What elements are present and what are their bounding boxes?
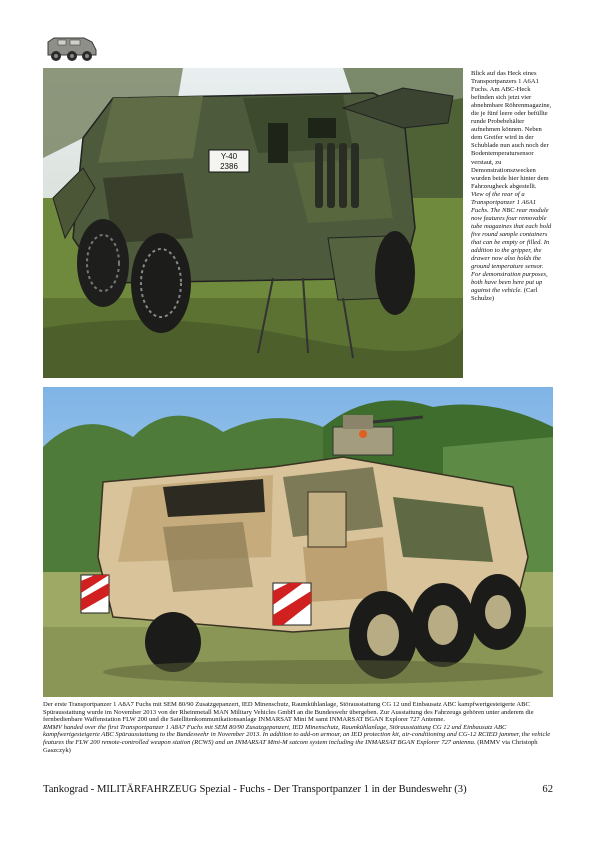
caption-bottom-english: RMMV handed over the first Transportpanzer 1 A8A7 Fuchs mit SEM 80/90 Zusatzgepanzert, IED Minenschutz, Raumkühlanlage, Störausstattung CG 12 und Einbausatz ABC kampfwertgesteigerte ABC Spürausstattung to the Bundeswehr in November 2013. In addition to add-on armour, an IED protection kit, air-conditioning and CG-12 RCIED jammer, the vehicle features the FLW 200 remote-controlled weapon station (RCWS) and an INMARSAT Mini-M satcom system including the INMARSAT BGAN Explorer 727 antenna. <box>43 723 551 746</box>
side-caption <box>471 70 553 303</box>
caption-bottom-german: Der erste Transportpanzer 1 A8A7 Fuchs mit SEM 80/90 Zusatzgepanzert, IED Minenschutz, Raumkühlanlage, Störausstattung CG 12 und Einbausatz ABC kampfwertgesteigerte ABC Spürausstattung wurde im November 2013 von der Rheinmetall MAN Military Vehicles GmbH an die Bundeswehr übergeben. Zur Ausstattung des Fahrzeugs gehören unter anderem die fernbedienbare Waffenstation FLW 200 und die Satellitenkommunikationsanlage INMARSAT Mini M samt INMARSAT BGAN Explorer 727 Antenne. <box>43 701 534 724</box>
photo-fuchs-rear-view <box>43 68 463 378</box>
bottom-caption <box>43 701 553 754</box>
page-number: 62 <box>542 784 553 795</box>
footer-title: Tankograd - MILITÄRFAHRZEUG Spezial - Fuchs - Der Transportpanzer 1 in der Bundeswehr (3) <box>43 784 467 795</box>
photo-fuchs-a8a7-camouflage <box>43 387 553 697</box>
license-plate-top: Y-40 <box>220 152 238 161</box>
caption-top-credit: (Carl Schulze) <box>471 287 538 303</box>
page-footer <box>43 784 553 795</box>
caption-top-english: View of the rear of a Transportpanzer 1 A6A1 Fuchs. The NBC rear module now features four removable tube magazines that each hold five round sample containers that can be empty or filled. In addition to the gripper, the drawer now also holds the ground temperature sensor. For demonstration purposes, both have been here put up against the vehicle. <box>471 190 552 295</box>
caption-top-german: Blick auf das Heck eines Transportpanzers 1 A6A1 Fuchs. Am ABC-Heck befinden sich jetzt vier abnehmbare Röhrenmagazine, die je fünf leere oder befüllte runde Probebehälter aufnehmen können. Neben dem Greifer wird in der Schublade nun auch noch der Bodentemperatursensor verstaut, zu Demonstrationszwecken wurden beide hier hinter dem Fahrzeugheck abgestellt. <box>471 70 552 190</box>
publisher-logo-vehicle-icon <box>44 32 100 64</box>
caption-bottom-credit: (RMMV via Christoph Gaszczyk) <box>43 738 538 754</box>
license-plate-bottom: 2386 <box>220 162 238 171</box>
